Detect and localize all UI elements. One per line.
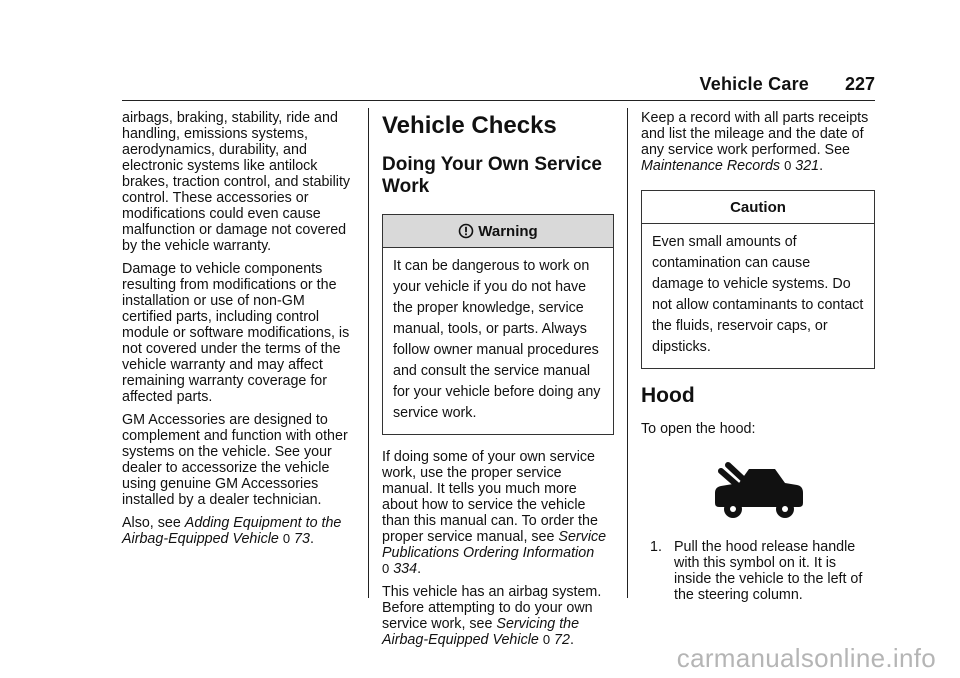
- hood-release-icon: [713, 461, 805, 521]
- section-heading: Doing Your Own Service Work: [382, 154, 602, 197]
- xref-page[interactable]: 334: [393, 561, 418, 577]
- chapter-heading: Vehicle Checks: [382, 112, 557, 139]
- caution-label: Caution: [730, 198, 786, 216]
- xref-arrow-icon: 0: [542, 632, 551, 647]
- paragraph: [382, 584, 614, 648]
- warning-header: [383, 215, 613, 248]
- xref-link[interactable]: Maintenance Records: [641, 158, 781, 174]
- column-1: [122, 110, 354, 554]
- paragraph: [641, 110, 875, 174]
- column-3: [641, 110, 875, 603]
- column-divider: [627, 108, 628, 598]
- paragraph: [122, 515, 354, 547]
- step-text: Pull the hood release handle with this symbol on it. It is inside the vehicle to the left of the steering column.: [674, 539, 863, 603]
- xref-page[interactable]: 72: [554, 632, 570, 648]
- warning-box: [382, 214, 614, 435]
- list-item: [650, 539, 875, 603]
- xref-link[interactable]: Adding Equipment to the Airbag-Equipped Vehicle: [122, 515, 342, 547]
- paragraph: To open the hood:: [641, 421, 756, 437]
- text: Keep a record with all parts receipts and list the mileage and the date of any service work performed. See: [641, 110, 869, 158]
- section-heading: Hood: [641, 384, 695, 407]
- text: .: [819, 158, 824, 174]
- xref-arrow-icon: 0: [282, 531, 291, 546]
- xref-page[interactable]: 73: [294, 531, 310, 547]
- column-2: [382, 110, 614, 655]
- xref-link[interactable]: Servicing the Airbag-Equipped Vehicle: [382, 616, 580, 648]
- watermark: carmanualsonline.info: [676, 643, 936, 673]
- paragraph: airbags, braking, stability, ride and handling, emissions systems, aerodynamics, durability, and electronic systems like antilock brakes, traction control, and stability control. These accessories or modifications could even cause malfunction or damage not covered by the vehicle warranty.: [122, 110, 351, 254]
- text: Also, see: [122, 515, 185, 531]
- text: If doing some of your own service work, use the proper service manual. It tells you much more about how to service the vehicle than this manual can. To order the proper service manual, see: [382, 449, 598, 545]
- paragraph: Damage to vehicle components resulting from modifications or the installation or use of non-GM certified parts, including control module or software modifications, is not covered under the terms of the vehicle warranty and may affect remaining warranty coverage for affected parts.: [122, 261, 350, 405]
- warning-icon: [458, 223, 474, 239]
- column-divider: [368, 108, 369, 598]
- paragraph: GM Accessories are designed to complement and function with other systems on the vehicle. See your dealer to accessorize the vehicle using genuine GM Accessories installed by a dealer technician.: [122, 412, 348, 508]
- xref-arrow-icon: 0: [784, 158, 792, 173]
- step-number: 1.: [650, 539, 662, 555]
- text: This vehicle has an airbag system. Before attempting to do your own service work, see: [382, 584, 602, 632]
- warning-label: Warning: [478, 222, 538, 240]
- text: .: [309, 531, 314, 547]
- caution-text: Even small amounts of contamination can cause damage to vehicle systems. Do not allow contaminants to contact the fluids, reservoir caps, or dipsticks.: [652, 234, 864, 355]
- text: .: [569, 632, 574, 648]
- xref-arrow-icon: 0: [382, 561, 390, 576]
- xref-page[interactable]: 321: [795, 158, 820, 174]
- warning-text: It can be dangerous to work on your vehicle if you do not have the proper knowledge, service manual, tools, or parts. Always follow owner manual procedures and consult the service manual for your vehicle before doing any service work.: [393, 258, 601, 421]
- paragraph: [382, 449, 614, 577]
- caution-header: [642, 191, 874, 224]
- text: .: [417, 561, 422, 577]
- section-title: Vehicle Care: [699, 74, 809, 94]
- xref-link[interactable]: Service Publications Ordering Information: [382, 529, 607, 561]
- page-number: 227: [844, 74, 875, 94]
- page-header: [122, 74, 875, 101]
- caution-box: [641, 190, 875, 369]
